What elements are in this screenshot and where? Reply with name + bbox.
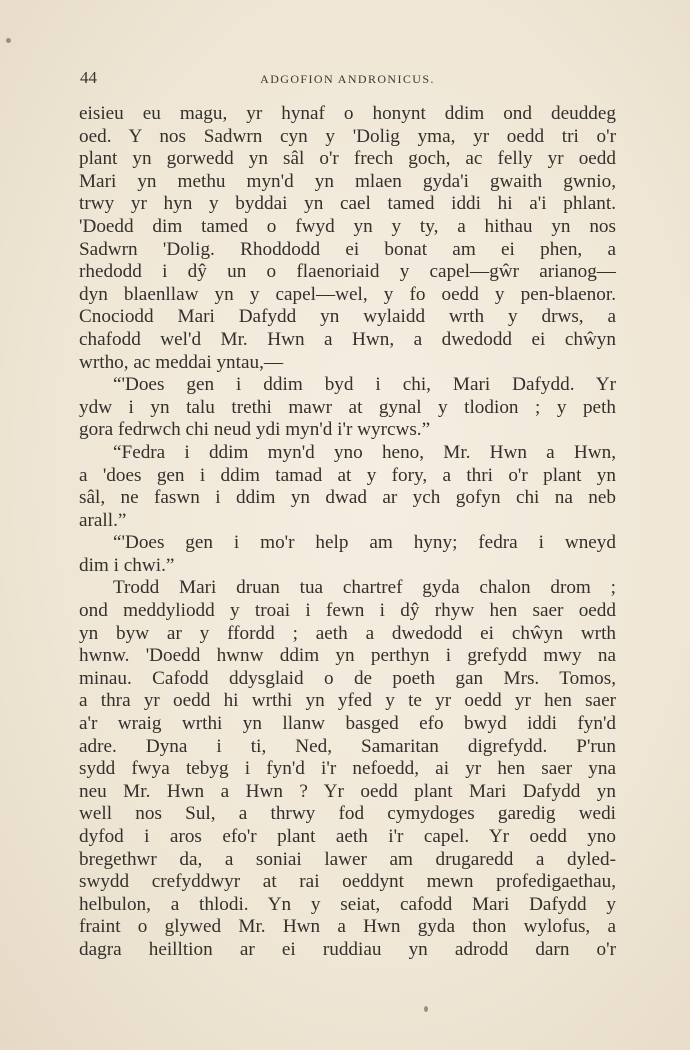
text-line: minau. Cafodd ddysglaid o de poeth gan Mrs. Tomos, [79,667,616,689]
text-line: Trodd Mari druan tua chartref gyda chalon drom ; [113,577,616,599]
text-line: sydd fwya tebyg i fyn'd i'r nefoedd, ai yr hen saer yna [79,758,616,780]
text-line: bregethwr da, a soniai lawer am drugaredd a dyled- [79,848,616,870]
text-line: a 'does gen i ddim tamad at y fory, a thri o'r plant yn [79,464,616,486]
text-line: “'Does gen i mo'r help am hyny; fedra i wneyd [113,532,616,554]
text-line: trwy yr hyn y byddai yn cael tamed iddi hi a'i phlant. [79,193,616,215]
text-line: adre. Dyna i ti, Ned, Samaritan digrefydd. P'run [79,735,616,757]
text-line: Mari yn methu myn'd yn mlaen gyda'i gwaith gwnio, [79,170,616,192]
page-number: 44 [80,68,97,87]
text-line: gora fedrwch chi neud ydi myn'd i'r wyrcws.” [79,419,431,441]
speck-mark [6,38,11,43]
text-line: sâl, ne faswn i ddim yn dwad ar ych gofyn chi na neb [79,487,616,509]
text-line: plant yn gorwedd yn sâl o'r frech goch, ac felly yr oedd [79,148,616,170]
text-line: rhedodd i dŷ un o flaenoriaid y capel—gŵr arianog— [79,261,616,283]
text-line: eisieu eu magu, yr hynaf o honynt ddim ond deuddeg [79,103,616,124]
page-header [80,68,615,92]
text-line: a thra yr oedd hi wrthi yn yfed y te yr oedd yr hen saer [79,690,616,712]
text-line: yn byw ar y ffordd ; aeth a dwedodd ei chŵyn wrth [79,622,616,644]
body-text [79,103,616,962]
text-line: chafodd wel'd Mr. Hwn a Hwn, a dwedodd ei chŵyn [79,328,616,350]
running-title: ADGOFION ANDRONICUS. [260,72,435,86]
text-line: dyn blaenllaw yn y capel—wel, y fo oedd y pen-blaenor. [79,283,616,305]
text-line: helbulon, a thlodi. Yn y seiat, cafodd Mari Dafydd y [79,893,616,915]
text-line: dyfod i aros efo'r plant aeth i'r capel. Yr oedd yno [79,826,616,847]
text-line: dagra heilltion ar ei ruddiau yn adrodd darn o'r [79,938,616,960]
text-line: 'Doedd dim tamed o fwyd yn y ty, a hithau yn nos [79,215,616,237]
text-line: a'r wraig wrthi yn llanw basged efo bwyd iddi fyn'd [79,713,616,735]
text-line: Sadwrn 'Dolig. Rhoddodd ei bonat am ei phen, a [79,238,616,260]
text-line: oed. Y nos Sadwrn cyn y 'Dolig yma, yr oedd tri o'r [79,125,616,147]
text-line: hwnw. 'Doedd hwnw ddim yn perthyn i grefydd mwy na [79,645,616,667]
text-line: Cnociodd Mari Dafydd yn wylaidd wrth y drws, a [79,306,616,328]
text-line: arall.” [79,509,127,531]
speck-mark [424,1006,428,1012]
text-line: “'Does gen i ddim byd i chi, Mari Dafydd. Yr [113,374,616,396]
text-line: ydw i yn talu trethi mawr at gynal y tlodion ; y peth [79,396,616,418]
text-line: wrtho, ac meddai yntau,— [79,351,284,373]
text-line: well nos Sul, a thrwy fod cymydoges garedig wedi [79,803,616,825]
text-line: dim i chwi.” [79,554,175,576]
text-line: ond meddyliodd y troai i fewn i dŷ rhyw hen saer oedd [79,600,616,622]
text-line: swydd crefyddwyr at rai oeddynt mewn profedigaethau, [79,871,616,893]
text-line: fraint o glywed Mr. Hwn a Hwn gyda thon wylofus, a [79,916,616,938]
text-line: neu Mr. Hwn a Hwn ? Yr oedd plant Mari Dafydd yn [79,780,616,802]
text-line: “Fedra i ddim myn'd yno heno, Mr. Hwn a Hwn, [113,441,616,463]
